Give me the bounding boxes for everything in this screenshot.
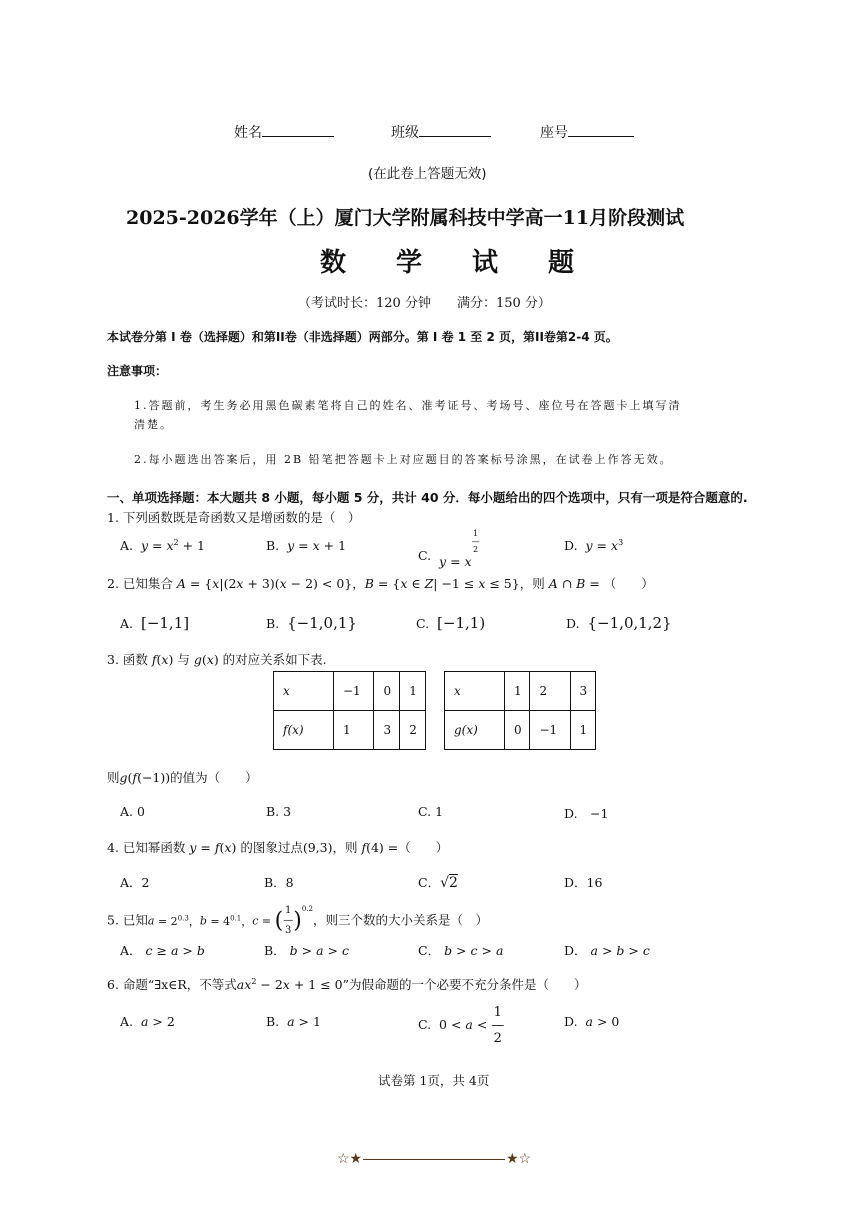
table-cell: −1: [334, 672, 374, 711]
subject-char: 题: [548, 248, 579, 278]
q3-option-c[interactable]: C. 1: [418, 804, 444, 819]
table-cell: 1: [570, 711, 596, 750]
name-blank[interactable]: [262, 124, 334, 137]
q1-stem: 1. 下列函数既是奇函数又是增函数的是（ ）: [107, 510, 361, 525]
q5-option-c[interactable]: C． b > c > a: [418, 943, 504, 958]
table-cell: 0: [374, 672, 400, 711]
q3-option-b[interactable]: B. 3: [266, 804, 292, 819]
q6-stem: 6. 命题“∃x∈R，不等式$ax^2 - 2x + 1 \le 0$”为假命题的一个必要不充分条件是（ ）: [107, 976, 587, 992]
q2-option-c[interactable]: C. [−1,1): [416, 614, 486, 632]
q5-option-b[interactable]: B． b > a > c: [264, 943, 349, 958]
class-label: 班级: [391, 125, 419, 141]
q6-option-a[interactable]: A. a > 2: [120, 1014, 175, 1029]
q2-option-d[interactable]: D. {−1,0,1,2}: [566, 614, 672, 632]
table-cell: 1: [505, 672, 530, 711]
q4-stem: 4. 已知幂函数 y = f(x) 的图象过点(9,3)，则 f(4) =（ ）: [107, 840, 449, 855]
seat-label: 座号: [540, 125, 568, 141]
q1-option-a[interactable]: A. $y = x^2 + 1$: [120, 538, 205, 554]
q1-option-d[interactable]: D. $y = x^3$: [564, 538, 624, 554]
table-cell: 2: [400, 711, 426, 750]
q5-stem: 5. 已知$a = 2^{0.3}$，$b = 4^{0.1}$，c = ( 1 — 3)$^{0.2}$，则三个数的大小关系是（ ）: [107, 905, 488, 936]
table-cell: g(x): [445, 711, 505, 750]
note-2: 2.每小题选出答案后，用 2B 铅笔把答题卡上对应题目的答案标号涂黑，在试卷上作答无效。: [134, 453, 673, 466]
star-decoration-right: ★☆: [506, 1151, 532, 1167]
q6-option-d[interactable]: D. a > 0: [564, 1014, 620, 1029]
q2-option-b[interactable]: B. {−1,0,1}: [266, 614, 357, 632]
note-1: 1.答题前，考生务必用黑色碳素笔将自己的姓名、准考证号、考场号、座位号在答题卡上填写清: [134, 399, 682, 412]
q1-option-b[interactable]: B. y = x + 1: [266, 538, 347, 553]
q2-stem: 2. 已知集合 A = {x|(2x + 3)(x − 2) < 0}，B = {x ∈ Z| −1 ≤ x ≤ 5}，则 A ∩ B = （ ）: [107, 576, 654, 591]
table-cell: 1: [334, 711, 374, 750]
table-cell: −1: [530, 711, 570, 750]
name-label: 姓名: [234, 125, 262, 141]
intro-text: 本试卷分第 I 卷（选择题）和第II卷（非选择题）两部分。第 I 卷 1 至 2 页，第II卷第2-4 页。: [107, 330, 618, 344]
q2-option-a[interactable]: A. [−1,1]: [120, 614, 190, 632]
table-cell: 3: [570, 672, 596, 711]
table-f: [273, 671, 426, 750]
q1-option-c[interactable]: C. y = x1 — 2: [418, 529, 480, 569]
subject-char: 试: [472, 248, 503, 278]
notes-heading: 注意事项：: [107, 364, 168, 378]
divider: [363, 1159, 505, 1160]
page-footer: 试卷第 1页，共 4页: [378, 1073, 490, 1088]
q3-ask: 则g(f(−1))的值为（ ）: [107, 770, 258, 785]
invalid-notice: (在此卷上答题无效): [368, 166, 487, 182]
subject-char: 数: [320, 248, 351, 278]
q3-option-d[interactable]: D. −1: [564, 806, 609, 821]
table-g: [444, 671, 596, 750]
table-cell: 2: [530, 672, 570, 711]
subject-char: 学: [396, 248, 427, 278]
class-field[interactable]: [391, 122, 491, 142]
q3-stem: 3. 函数 f(x) 与 g(x) 的对应关系如下表.: [107, 652, 327, 667]
q4-option-c[interactable]: C．√2: [418, 875, 458, 891]
subject-title: [320, 242, 624, 279]
q4-option-d[interactable]: D．16: [564, 875, 603, 890]
table-cell: x: [445, 672, 505, 711]
q6-option-c[interactable]: C. 0 < a < 1 — 2: [418, 1005, 505, 1046]
q5-option-d[interactable]: D． a > b > c: [564, 943, 650, 958]
table-cell: 0: [505, 711, 530, 750]
q3-option-a[interactable]: A. 0: [120, 804, 145, 819]
table-cell: f(x): [274, 711, 334, 750]
seat-blank[interactable]: [568, 124, 634, 137]
table-cell: 3: [374, 711, 400, 750]
section-1-heading: 一、单项选择题：本大题共 8 小题，每小题 5 分，共计 40 分．每小题给出的四个选项中，只有一项是符合题意的.: [107, 490, 748, 505]
seat-field[interactable]: [540, 122, 634, 142]
exam-meta: （考试时长：120 分钟 满分：150 分）: [298, 296, 551, 311]
q5-option-a[interactable]: A． c ≥ a > b: [120, 943, 205, 958]
exam-title: 2025-2026学年（上）厦门大学附属科技中学高一11月阶段测试: [126, 207, 685, 229]
table-cell: x: [274, 672, 334, 711]
note-1-cont: 清楚。: [134, 418, 173, 431]
table-cell: 1: [400, 672, 426, 711]
q6-option-b[interactable]: B. a > 1: [266, 1014, 321, 1029]
class-blank[interactable]: [419, 124, 491, 137]
name-field[interactable]: [234, 122, 334, 142]
q4-option-a[interactable]: A．2: [120, 875, 150, 890]
q4-option-b[interactable]: B．8: [264, 875, 294, 890]
star-decoration-left: ☆★: [337, 1151, 363, 1167]
